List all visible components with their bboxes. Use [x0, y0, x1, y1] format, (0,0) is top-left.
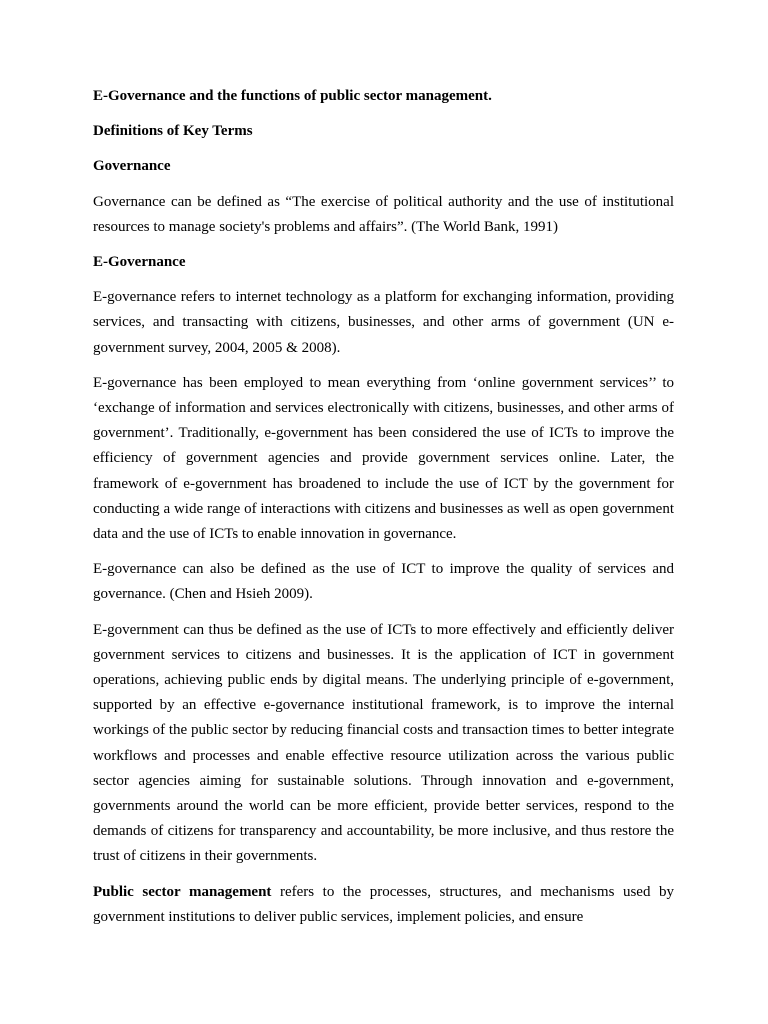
egovernance-paragraph-4: E-government can thus be defined as the use of ICTs to more effectively and efficiently deliver government services to citizens and businesses. It is the application of ICT in government operations, achieving public ends by digital means. The underlying principle of e-government, supported by an effective e-governance institutional framework, is to improve the internal workings of the public sector by reducing financial costs and transaction times to better integrate workflows and processes and enable effective resource utilization across the various public sector agencies aiming for sustainable solutions. Through innovation and e-government, governments around the world can be more efficient, provide better services, respond to the demands of citizens for transparency and accountability, be more inclusive, and thus restore the trust of citizens in their governments.	[93, 621, 674, 865]
section-heading: Definitions of Key Terms	[93, 123, 253, 140]
governance-paragraph: Governance can be defined as “The exercise of political authority and the use of institutional resources to manage society's problems and affairs”. (The World Bank, 1991)	[93, 193, 674, 235]
egovernance-heading: E-Governance	[93, 254, 186, 271]
public-sector-text: refers to the processes, structures, and mechanisms used by government institutions to deliver public services, implement policies, and ensure	[93, 883, 674, 925]
governance-heading: Governance	[93, 158, 171, 175]
egovernance-paragraph-1: E-governance refers to internet technology as a platform for exchanging information, providing services, and transacting with citizens, businesses, and other arms of government (UN e-government survey, 2004, 2005 & 2008).	[93, 289, 674, 356]
public-sector-lead: Public sector management	[93, 883, 272, 900]
egovernance-paragraph-3: E-governance can also be defined as the use of ICT to improve the quality of services and governance. (Chen and Hsieh 2009).	[93, 561, 674, 603]
egovernance-paragraph-2: E-governance has been employed to mean everything from ‘online government services’’ to ‘exchange of information and services electronically with citizens, businesses, and other arms of government’. Traditionally, e-government has been considered the use of ICTs to improve the efficiency of government agencies and provide government services online. Later, the framework of e-government has broadened to include the use of ICT by the government for conducting a wide range of interactions with citizens and businesses as well as open government data and the use of ICTs to enable innovation in governance.	[93, 374, 674, 543]
document-page	[93, 84, 674, 940]
public-sector-paragraph	[93, 880, 674, 930]
document-title: E-Governance and the functions of public sector management.	[93, 88, 492, 104]
